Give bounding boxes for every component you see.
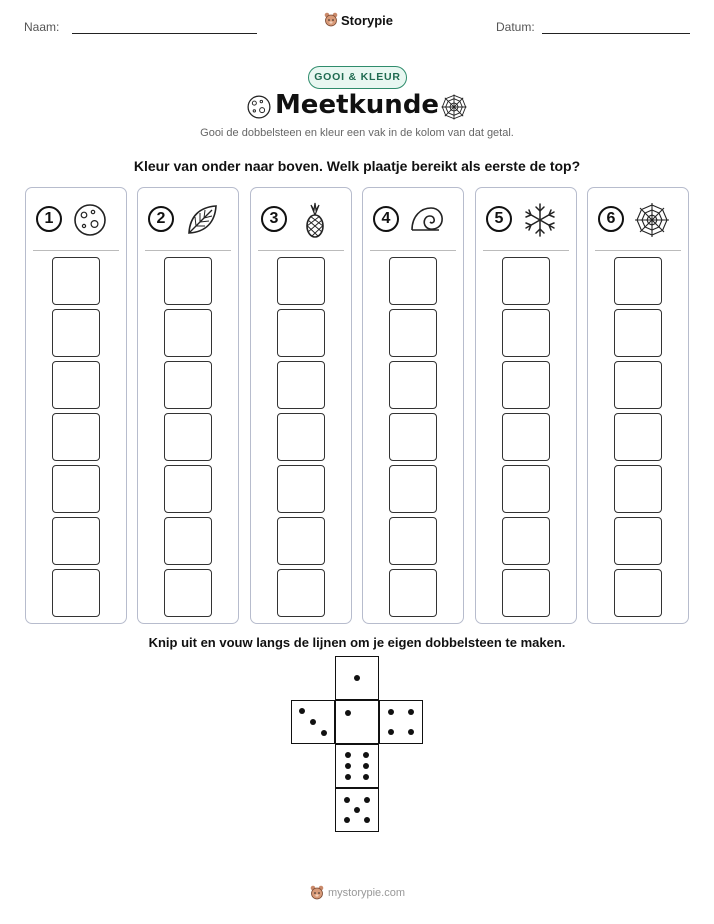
column-6 [587,187,689,624]
pip [299,708,305,714]
color-box[interactable] [502,309,550,357]
pip [321,730,327,736]
color-box[interactable] [614,517,662,565]
color-box[interactable] [164,517,212,565]
dice-face-1 [335,656,379,700]
column-5 [475,187,577,624]
color-box[interactable] [164,413,212,461]
color-box[interactable] [389,517,437,565]
instruction: Kleur van onder naar boven. Welk plaatje bereikt als eerste de top? [133,158,581,174]
color-box[interactable] [502,361,550,409]
color-box[interactable] [389,309,437,357]
color-box[interactable] [502,465,550,513]
column-divider [370,250,456,251]
column-number: 2 [148,206,174,232]
pineapple-icon [297,202,333,238]
pip [363,774,369,780]
color-box[interactable] [52,465,100,513]
pip [310,719,316,725]
snowflake-icon [522,202,558,238]
color-box[interactable] [52,309,100,357]
color-box[interactable] [614,413,662,461]
color-box[interactable] [52,361,100,409]
column-divider [595,250,681,251]
pip [363,763,369,769]
moon-icon [72,202,108,238]
column-number: 3 [261,206,287,232]
brand-name: Storypie [341,12,394,28]
color-box[interactable] [614,465,662,513]
name-label: Naam: [24,20,60,34]
column-divider [483,250,569,251]
pip [388,709,394,715]
bear-logo-icon [324,12,338,28]
spiderweb-icon [634,202,670,238]
pip [345,710,351,716]
pip [354,675,360,681]
color-box[interactable] [52,517,100,565]
color-box[interactable] [164,361,212,409]
color-box[interactable] [502,517,550,565]
page-title: Meetkunde [274,90,440,120]
footer [310,885,405,901]
color-box[interactable] [277,257,325,305]
subtitle: Gooi de dobbelsteen en kleur een vak in de kolom van dat getal. [200,127,514,139]
color-box[interactable] [389,257,437,305]
name-line [72,33,257,34]
color-box[interactable] [614,361,662,409]
color-box[interactable] [502,413,550,461]
brand-logo [324,12,393,28]
pip [364,797,370,803]
color-box[interactable] [614,309,662,357]
column-divider [145,250,231,251]
color-box[interactable] [502,257,550,305]
color-box[interactable] [277,569,325,617]
leaf-icon [184,202,220,238]
column-number: 6 [598,206,624,232]
pip [345,763,351,769]
dice-face-3 [291,700,335,744]
pip [345,752,351,758]
activity-badge: GOOI & KLEUR [308,66,407,89]
column-number: 5 [486,206,512,232]
footer-url[interactable]: mystorypie.com [328,887,406,899]
color-box[interactable] [164,257,212,305]
pip [354,807,360,813]
column-divider [33,250,119,251]
color-box[interactable] [389,465,437,513]
spiderweb-icon [439,92,469,122]
color-box[interactable] [389,361,437,409]
pip [388,729,394,735]
color-box[interactable] [614,569,662,617]
color-box[interactable] [389,569,437,617]
column-number: 1 [36,206,62,232]
color-box[interactable] [277,465,325,513]
color-box[interactable] [389,413,437,461]
color-box[interactable] [52,257,100,305]
pip [344,797,350,803]
color-box[interactable] [52,413,100,461]
color-box[interactable] [277,361,325,409]
date-line [542,33,690,34]
pip [363,752,369,758]
color-box[interactable] [164,309,212,357]
color-box[interactable] [277,309,325,357]
color-box[interactable] [502,569,550,617]
shell-icon [409,202,445,238]
column-divider [258,250,344,251]
cut-instruction: Knip uit en vouw langs de lijnen om je eigen dobbelsteen te maken. [148,635,566,650]
pip [345,774,351,780]
column-2 [137,187,239,624]
pip [344,817,350,823]
dice-face-1 [335,700,379,744]
pip [408,709,414,715]
color-box[interactable] [277,517,325,565]
pip [408,729,414,735]
dice-face-4 [379,700,423,744]
column-4 [362,187,464,624]
column-1 [25,187,127,624]
color-box[interactable] [164,569,212,617]
color-box[interactable] [614,257,662,305]
dice-face-5 [335,788,379,832]
column-3 [250,187,352,624]
color-box[interactable] [277,413,325,461]
color-box[interactable] [52,569,100,617]
date-label: Datum: [496,20,535,34]
dice-face-6 [335,744,379,788]
column-number: 4 [373,206,399,232]
pip [364,817,370,823]
color-box[interactable] [164,465,212,513]
bear-logo-icon [310,885,324,901]
